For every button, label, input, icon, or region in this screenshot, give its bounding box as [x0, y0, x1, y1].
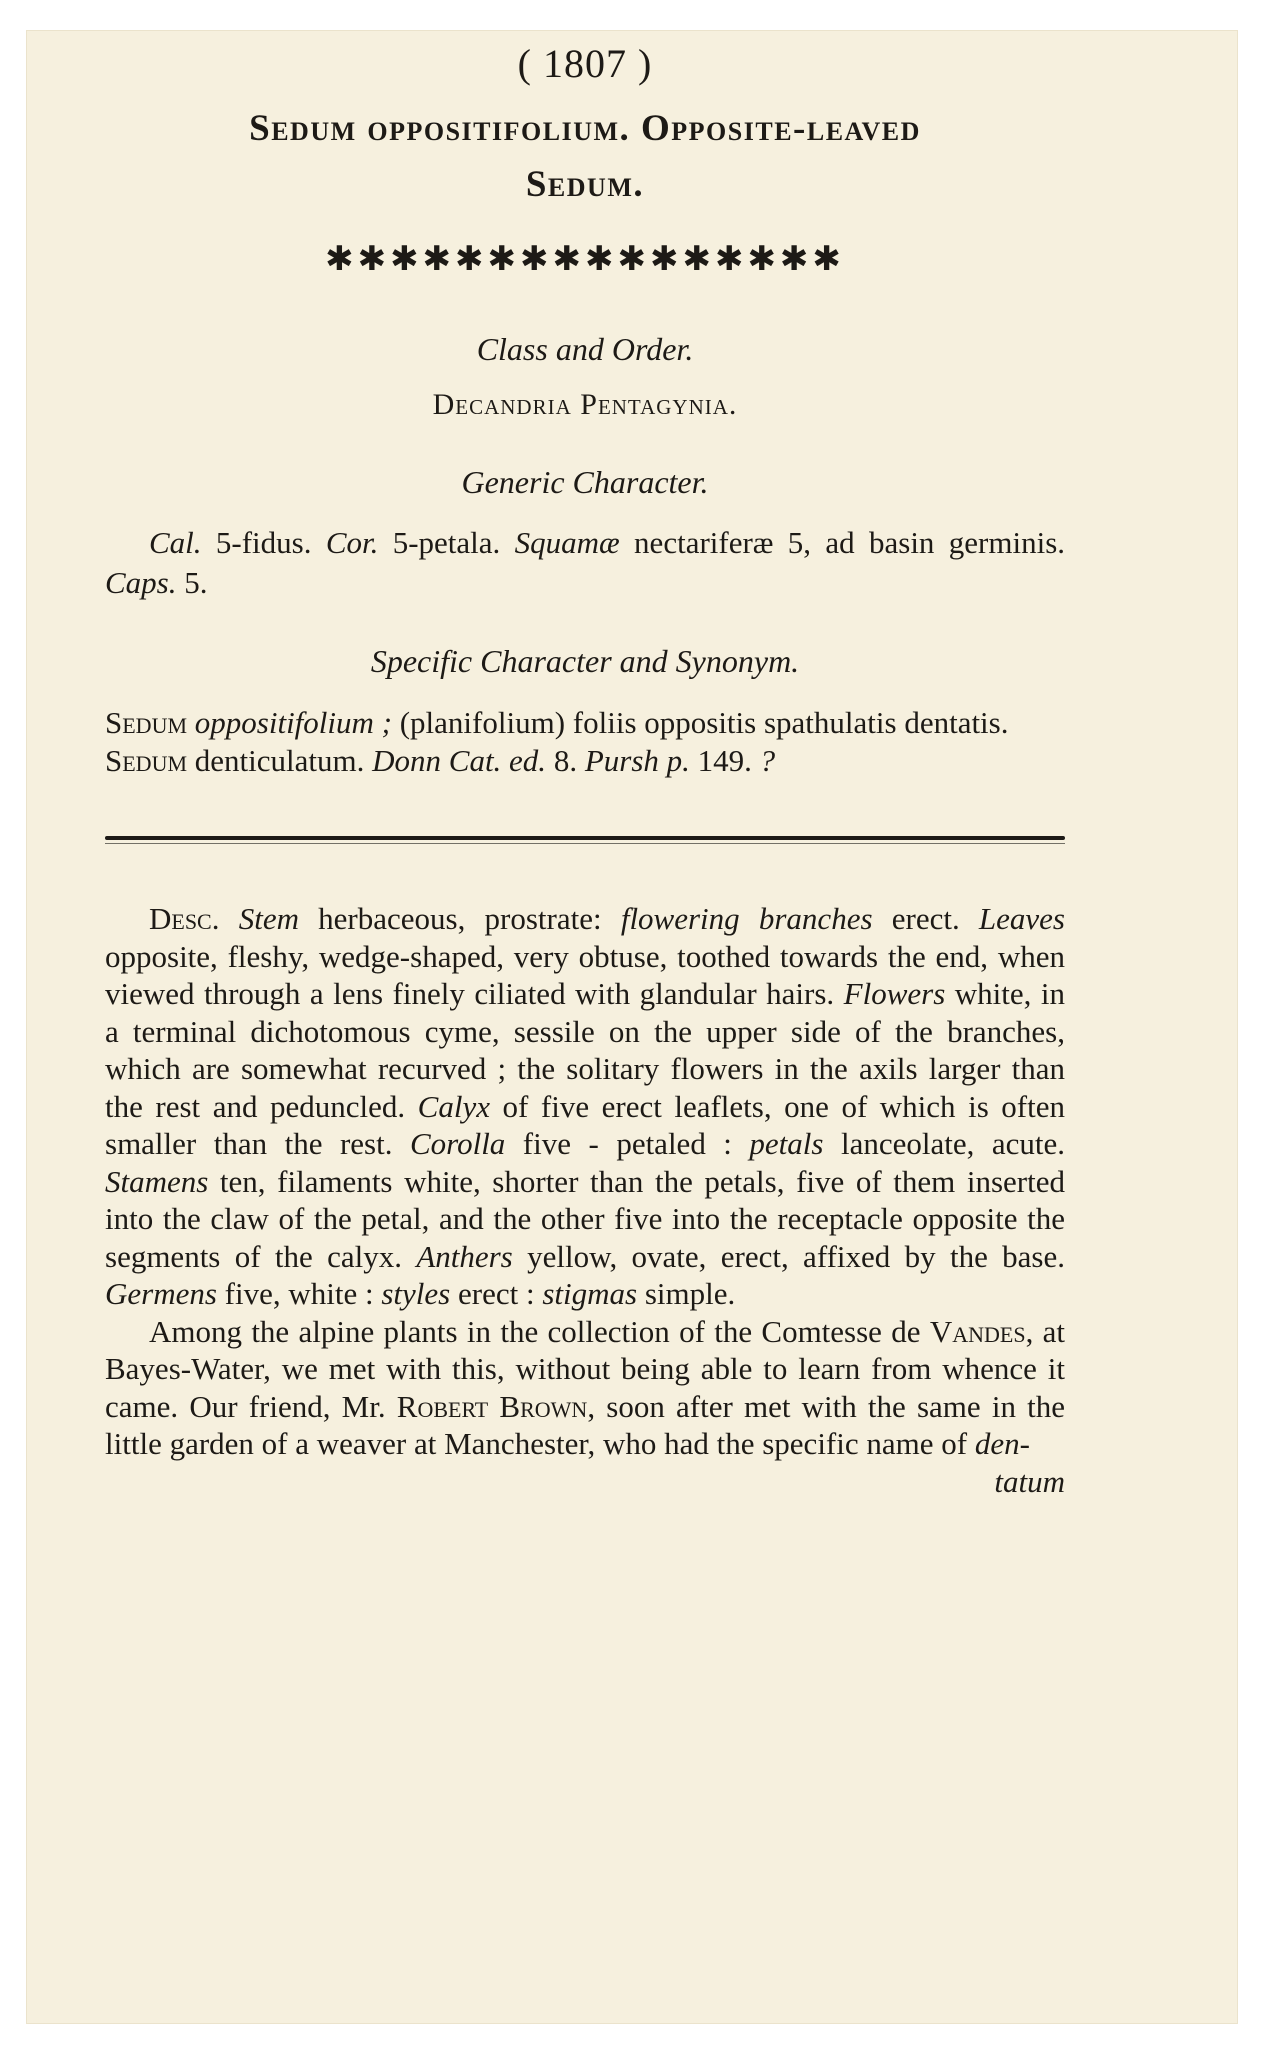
description-segment: lanceolate, acute.	[823, 1126, 1065, 1161]
description-segment: of five erect leaflets, one of which is often smaller than the rest.	[105, 1088, 1065, 1161]
description-segment: five - petaled :	[505, 1126, 750, 1161]
description-segment: erect.	[872, 901, 979, 936]
description-segment: flowering branches	[620, 901, 873, 936]
synonym-text: (planifolium) foliis oppositis spathulatis dentatis.	[391, 705, 1009, 740]
description-segment: , at Bayes-Water, we met with this, without being able to learn from whence it came. Our friend, Mr.	[105, 1313, 1065, 1424]
description-segment: Corolla	[409, 1126, 506, 1161]
description-segment: simple.	[637, 1276, 736, 1311]
description-segment: erect :	[450, 1276, 543, 1311]
description-segment: ten, filaments white, shorter than the petals, five of them inserted into the claw of the petal, and the other five into the receptacle opposite the segments of the calyx.	[105, 1163, 1065, 1274]
synonym-reference-number: 8.	[546, 743, 585, 778]
description-segment: yellow, ovate, erect, affixed by the base.	[512, 1238, 1065, 1274]
description-segment: Calyx	[417, 1088, 490, 1124]
description-segment: petals	[749, 1126, 824, 1161]
title-line-2: Sedum.	[525, 164, 645, 205]
description-text	[105, 900, 1065, 1463]
description-segment: Anthers	[416, 1238, 513, 1274]
description-segment: Flowers	[843, 976, 946, 1011]
description-segment: styles	[381, 1276, 451, 1311]
title-line-1: Sedum oppositifolium. Opposite-leaved	[249, 108, 921, 149]
synonym-query: ?	[759, 743, 776, 778]
synonym-entry	[105, 704, 1065, 742]
description-segment: opposite, fleshy, wedge-shaped, very obtuse, toothed towards the end, when viewed through a lens finely ciliated with glandular hairs.	[105, 938, 1065, 1011]
generic-character-text	[105, 523, 1065, 603]
description-segment: Germens	[105, 1276, 217, 1311]
specific-character-heading: Specific Character and Synonym.	[370, 643, 800, 679]
divider-rule-thin	[105, 843, 1065, 844]
cal-text: 5-fidus.	[201, 525, 326, 560]
description-segment: stigmas	[542, 1276, 638, 1311]
description-segment: Stem	[238, 901, 299, 936]
description-segment: Vandes	[929, 1313, 1026, 1349]
cal-label: Cal.	[149, 525, 202, 560]
description-segment: white, in a terminal dichotomous cyme, sessile on the upper side of the branches, which are somewhat recurved ; the solitary flowers in the axils larger than the rest and peduncled.	[105, 976, 1065, 1124]
class-order-name: Decandria Pentagynia.	[432, 388, 738, 421]
synonym-text: denticulatum.	[187, 743, 373, 778]
plate-number: ( 1807 )	[517, 41, 653, 86]
squamae-text: nectariferæ 5, ad basin germinis.	[619, 525, 1066, 560]
description-segment: Among the alpine plants in the collection of the Comtesse de	[149, 1313, 930, 1349]
synonym-species: oppositifolium ;	[187, 705, 392, 740]
description-segment: Leaves	[978, 901, 1065, 936]
description-segment: Stamens	[105, 1163, 209, 1199]
description-segment: den-	[974, 1426, 1030, 1461]
divider-rule	[105, 836, 1065, 840]
catchword: tatum	[994, 1463, 1065, 1499]
class-order-heading: Class and Order.	[476, 331, 694, 367]
description-segment: five, white :	[216, 1276, 382, 1311]
caps-text: 5.	[176, 565, 208, 600]
squamae-label: Squamæ	[514, 525, 620, 560]
star-ornament: ✱✱✱✱✱✱✱✱✱✱✱✱✱✱✱✱	[325, 241, 845, 278]
synonym-list	[105, 704, 1065, 780]
page-title	[135, 101, 1035, 213]
description-segment: Robert Brown	[396, 1388, 588, 1424]
synonym-reference-2: Pursh p.	[584, 743, 690, 778]
description-segment: Desc.	[149, 901, 239, 936]
synonym-entry	[105, 742, 1065, 780]
synonym-genus: Sedum	[105, 705, 188, 740]
cor-text: 5-petala.	[378, 525, 515, 560]
document-page	[105, 40, 1065, 1500]
description-segment: herbaceous, prostrate:	[298, 901, 621, 936]
cor-label: Cor.	[325, 525, 379, 560]
description-paragraph-1	[105, 900, 1065, 1313]
generic-character-heading: Generic Character.	[461, 464, 709, 500]
synonym-page: 149.	[689, 743, 760, 778]
caps-label: Caps.	[105, 565, 177, 600]
description-segment: , soon after met with the same in the little garden of a weaver at Manchester, who had the specific name of	[105, 1388, 1066, 1461]
description-paragraph-2	[105, 1313, 1065, 1463]
synonym-genus: Sedum	[105, 743, 188, 778]
synonym-reference: Donn Cat. ed.	[372, 743, 547, 778]
